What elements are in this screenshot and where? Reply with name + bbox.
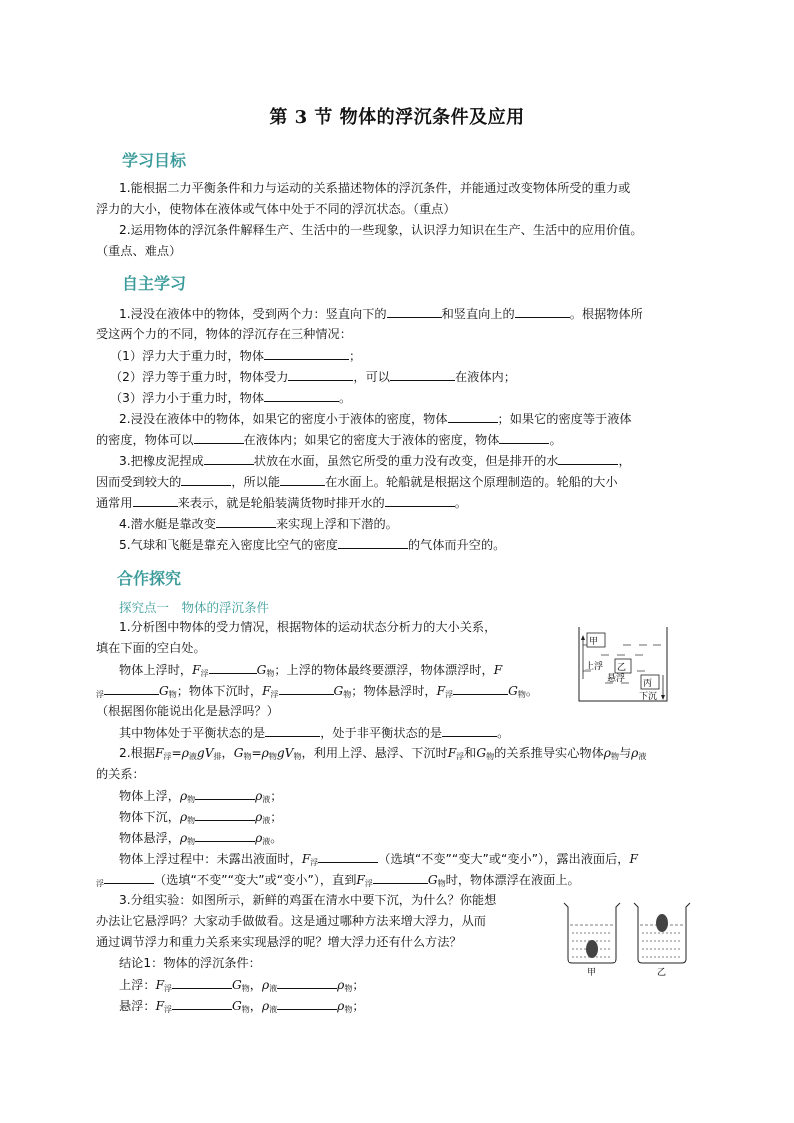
coop-p2-line-c: 物体上浮过程中：未露出液面时，$F_浮$ （选填“不变”“变大”或“变小”），露出液面后，F [96,849,725,872]
blank[interactable] [442,723,497,737]
coop-p3-rise: 上浮：$F_浮$ $G_物$，$\rho_液$ $\rho_物$； [96,975,725,998]
blank[interactable] [264,346,349,360]
blank[interactable] [515,304,570,318]
self-case-2: （2）浮力等于重力时，物体受力 ，可以 在液体内； [110,367,716,386]
self-case-1: （1）浮力大于重力时，物体 ； [110,346,716,365]
coop-p2-line-d: $_浮$ （选填“不变”“变大”或“变小”），直到$F_浮$ $G_物$时，物体漂浮在液面上。 [96,870,702,893]
blank[interactable] [448,409,498,423]
blank[interactable] [172,975,232,989]
beaker-left [564,903,620,963]
float-states-figure [577,625,669,703]
label-yi: 乙 [617,663,627,673]
blank[interactable] [104,870,154,884]
self-case-3: （3）浮力小于重力时，物体 。 [110,388,716,407]
coop-p3-line-b: 办法让它悬浮吗？大家动手做做看。这是通过哪种方法来增大浮力，从而 [96,914,486,928]
goal-2-line-a: 2.运用物体的浮沉条件解释生产、生活中的一些现象，认识浮力知识在生产、生活中的应用价值。 [119,223,643,237]
blank[interactable] [195,828,255,842]
coop-p1-line-a: 1.分析图中物体的受力情况，根据物体的运动状态分析力的大小关系， [119,620,497,634]
self-q3-line-b: 因而受到较大的 ，所以能 在水面上。轮船就是根据这个原理制造的。轮船的大小 [96,472,702,491]
blank[interactable] [104,681,159,695]
coop-p1-line-f: 其中物体处于平衡状态的是 ，处于非平衡状态的是 。 [96,723,725,742]
self-q2-line-b: 的密度，物体可以 在液体内；如果它的密度大于液体的密度，物体 。 [96,430,702,449]
goal-2-line-b: （重点、难点） [96,244,182,258]
beaker-right [634,903,690,963]
blank[interactable] [499,430,549,444]
self-q1-line-a: 1.浸没在液体中的物体，受到两个力：竖直向下的 和竖直向上的 。根据物体所 [96,304,725,323]
blank[interactable] [558,451,618,465]
beaker-label-left: 甲 [587,968,597,977]
blank[interactable] [195,786,255,800]
coop-p1-line-e: （根据图你能说出化是悬浮吗？） [96,704,279,718]
label-xiachen: 下沉 [639,692,658,702]
section-heading-cooperative: 合作探究 [117,569,182,588]
inquiry-point-1: 探究点一 物体的浮沉条件 [119,600,270,615]
blank[interactable] [195,807,255,821]
egg-right [656,914,668,932]
blank[interactable] [194,430,244,444]
label-bing: 丙 [643,679,653,689]
goal-1-line-b: 浮力的大小，使物体在液体或气体中处于不同的浮沉状态。（重点） [96,202,456,216]
blank[interactable] [181,472,231,486]
coop-p2-line-b: 的关系： [96,767,145,781]
blank[interactable] [216,514,276,528]
blank[interactable] [264,388,339,402]
section-heading-goals: 学习目标 [122,151,187,170]
egg-beakers-figure [560,897,700,977]
blank[interactable] [133,493,178,507]
page-title: 第 3 节 物体的浮沉条件及应用 [269,107,525,128]
blank[interactable] [453,681,508,695]
blank[interactable] [172,996,232,1010]
blank[interactable] [279,681,334,695]
self-q5: 5.气球和飞艇是靠充入密度比空气的密度 的气体而升空的。 [96,535,725,554]
self-q3-line-c: 通常用 来表示，就是轮船装满货物时排开水的 。 [96,493,702,512]
label-shangfu: 上浮 [585,662,604,672]
blank[interactable] [390,367,455,381]
self-q4: 4.潜水艇是靠改变 来实现上浮和下潜的。 [96,514,725,533]
goal-1-line-a: 1.能根据二力平衡条件和力与运动的关系描述物体的浮沉条件，并能通过改变物体所受的重力或 [119,181,631,195]
coop-p3-conclusion: 结论1：物体的浮沉条件： [119,956,261,970]
self-q1-line-b: 受这两个力的不同，物体的浮沉存在三种情况： [96,327,352,341]
coop-p2-line-a: 2.根据$F_浮=\rho_液gV_排$，$G_物=\rho_物gV_物$，利用上浮、悬浮、下沉时$F_浮$和$G_物$的关系推导实心物体$\rho_物$与$\rho_液$ [119,746,647,761]
coop-p1-line-c: 物体上浮时，$F_浮$ $G_物$；上浮的物体最终要漂浮，物体漂浮时，F [96,660,725,683]
self-q2-line-a: 2.浸没在液体中的物体，如果它的密度小于液体的密度，物体 ；如果它的密度等于液体 [96,409,725,428]
coop-p3-suspend: 悬浮：$F_浮$ $G_物$，$\rho_液$ $\rho_物$； [96,996,725,1019]
coop-p1-line-d: $_浮$ $G_物$；物体下沉时，$F_浮$ $G_物$；物体悬浮时，$F_浮$ $G_物$。 [96,681,702,704]
beaker-label-right: 乙 [657,968,667,977]
blank[interactable] [338,535,408,549]
blank[interactable] [373,870,428,884]
blank[interactable] [280,472,325,486]
blank[interactable] [209,660,257,674]
label-xuanfu: 悬浮 [607,674,626,684]
blank[interactable] [277,975,337,989]
blank[interactable] [318,849,378,863]
self-q3-line-a: 3.把橡皮泥捏成 状放在水面，虽然它所受的重力没有改变，但是排开的水 ， [96,451,725,470]
blank[interactable] [204,451,254,465]
coop-p1-line-b: 填在下面的空白处。 [96,641,206,655]
blank[interactable] [288,367,353,381]
egg-left [586,940,598,958]
blank[interactable] [277,996,337,1010]
blank[interactable] [387,304,442,318]
coop-p2-down: 物体下沉，$\rho_物$ $\rho_液$； [96,807,725,830]
coop-p2-up: 物体上浮，$\rho_物$ $\rho_液$； [96,786,725,809]
coop-p3-line-a: 3.分组实验：如图所示，新鲜的鸡蛋在清水中要下沉，为什么？你能想 [119,893,497,907]
coop-p3-line-c: 通过调节浮力和重力关系来实现悬浮的呢？增大浮力还有什么方法？ [96,935,462,949]
label-jia: 甲 [589,637,599,647]
blank[interactable] [265,723,320,737]
coop-p2-suspend: 物体悬浮，$\rho_物$ $\rho_液$。 [96,828,725,851]
section-heading-self-study: 自主学习 [122,274,187,293]
blank[interactable] [385,493,455,507]
